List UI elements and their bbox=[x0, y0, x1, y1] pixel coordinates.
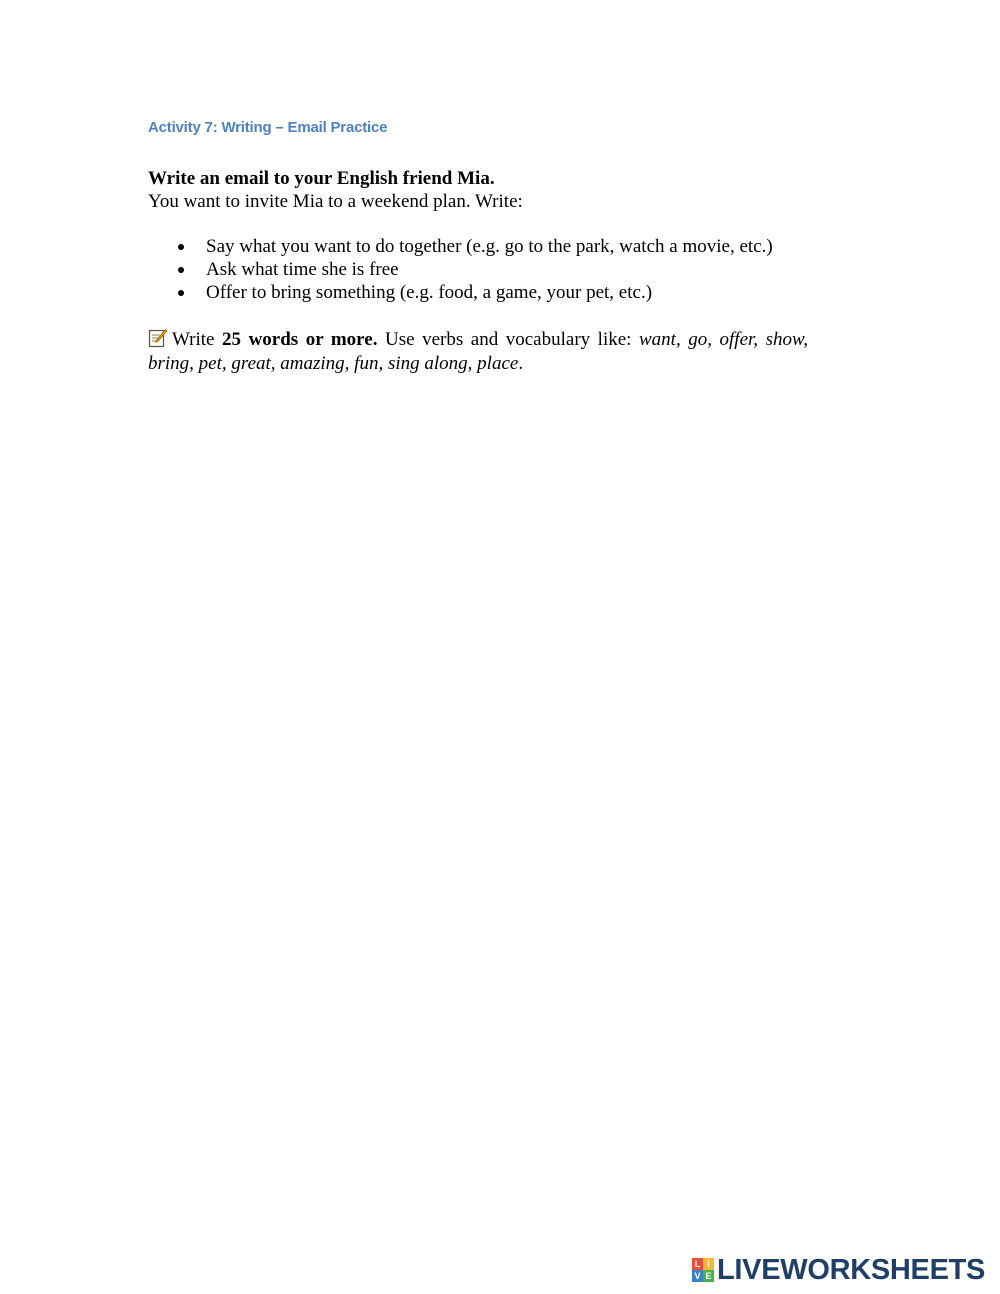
logo-letter: V bbox=[692, 1270, 703, 1282]
task-bullet-list bbox=[148, 235, 773, 304]
logo-letter: E bbox=[703, 1270, 714, 1282]
instruction-suffix: . bbox=[518, 353, 524, 374]
liveworksheets-logo bbox=[692, 1254, 985, 1286]
activity-heading: Activity 7: Writing – Email Practice bbox=[148, 119, 388, 136]
logo-mark-icon bbox=[692, 1258, 714, 1282]
logo-text: LIVEWORKSHEETS bbox=[717, 1253, 986, 1286]
logo-letter: L bbox=[692, 1258, 703, 1270]
bullet-text: Say what you want to do together (e.g. go to the park, watch a movie, etc.) bbox=[206, 236, 773, 257]
bullet-text: Offer to bring something (e.g. food, a game, your pet, etc.) bbox=[206, 282, 653, 303]
bullet-icon bbox=[178, 267, 184, 273]
task-title: Write an email to your English friend Mia. bbox=[148, 168, 495, 189]
vocabulary-list: want, go, offer, show, bring, pet, great, amazing, fun, sing along, place bbox=[148, 329, 808, 374]
word-count-requirement: 25 words or more. bbox=[222, 329, 378, 350]
instruction-prefix: Write bbox=[172, 329, 223, 350]
bullet-icon bbox=[178, 290, 184, 296]
writing-instruction bbox=[148, 328, 808, 376]
bullet-icon bbox=[178, 244, 184, 250]
list-item bbox=[148, 235, 773, 258]
task-intro: You want to invite Mia to a weekend plan. Write: bbox=[148, 191, 523, 212]
bullet-text: Ask what time she is free bbox=[206, 259, 399, 280]
logo-letter: I bbox=[703, 1258, 714, 1270]
list-item bbox=[148, 281, 773, 304]
list-item bbox=[148, 258, 773, 281]
memo-icon bbox=[148, 328, 168, 348]
instruction-middle: Use verbs and vocabulary like: bbox=[377, 329, 639, 350]
